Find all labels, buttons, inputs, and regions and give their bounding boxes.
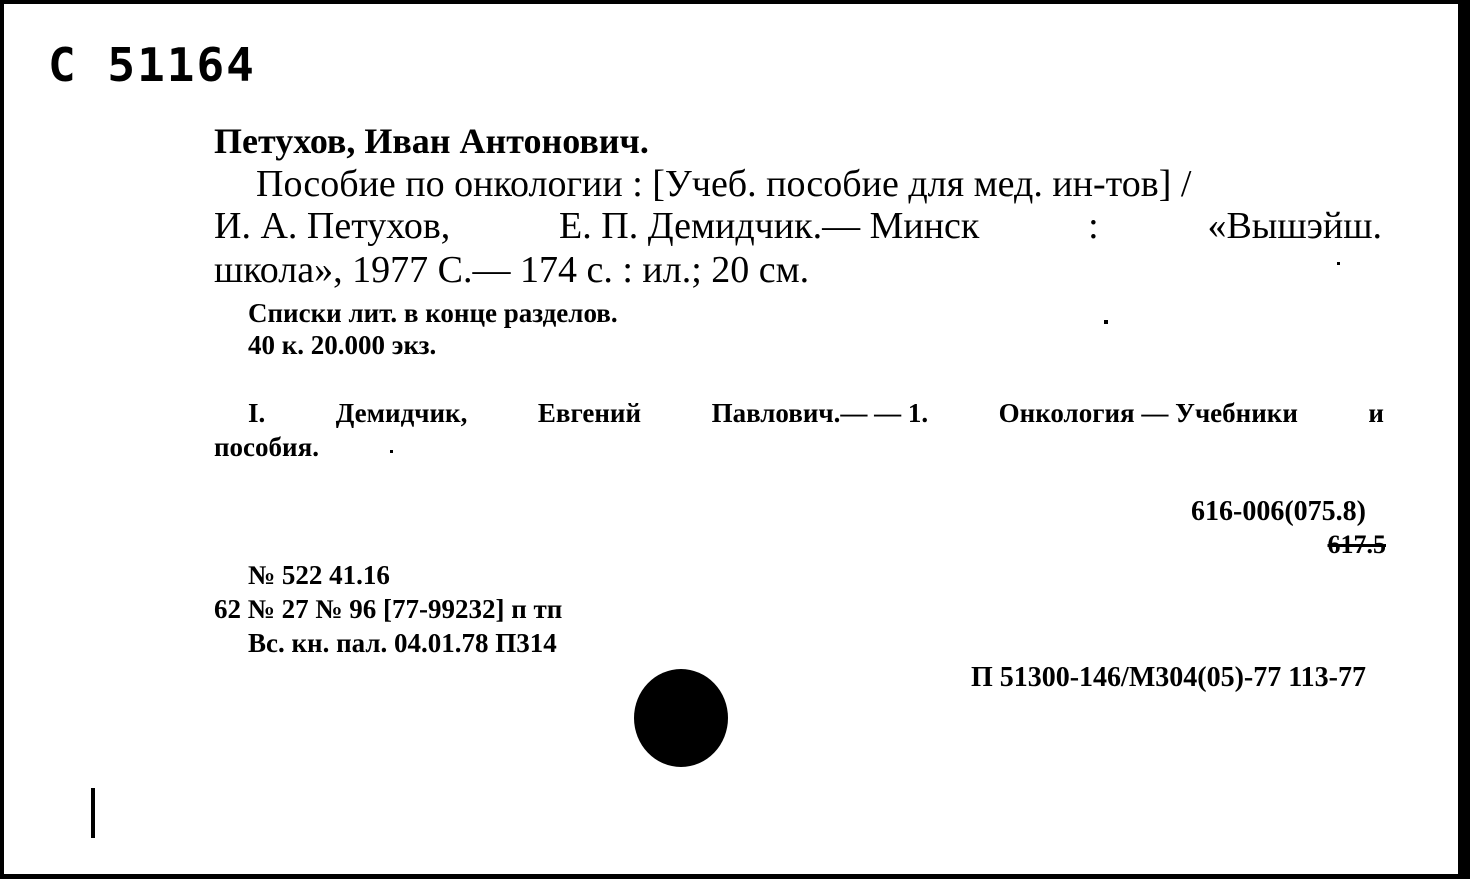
tracing-part-5: Онкология — Учебники [998,398,1298,428]
publisher-code: П 51300-146/М304(05)-77 113-77 [970,662,1366,693]
udc-old-struck: 617.5 [1327,530,1386,559]
resp-authors-2: Е. П. Демидчик.— Минск [559,205,980,247]
note-bibliography: Списки лит. в конце разделов. [248,298,618,328]
responsibility-line [214,204,1382,248]
punch-hole [634,669,728,767]
tracing-part-6: и [1368,398,1384,428]
tracing-part-4: Павлович.— — 1. [711,398,929,428]
inventory-number: С 51164 [48,38,256,92]
resp-authors-1: И. А. Петухов, [214,205,451,247]
tracing-line-continued: пособия. [214,432,319,462]
udc-code: 616-006(075.8) [1191,496,1366,527]
publication-line: школа», 1977 С.— 174 с. : ил.; 20 см. [214,249,810,291]
ink-speck [390,450,393,453]
ink-speck [1104,320,1108,324]
tracing-part-3: Евгений [537,398,642,428]
tracing-part-2: Демидчик, [335,398,468,428]
pencil-mark [91,788,95,838]
resp-publisher: «Вышэйш. [1207,205,1382,247]
resp-colon: : [1088,205,1099,247]
catalog-line-3: Вс. кн. пал. 04.01.78 П314 [248,628,557,658]
tracing-line [248,398,1384,429]
ink-speck [1337,262,1340,265]
tracing-part-1: I. [248,398,266,428]
title-line: Пособие по онкологии : [Учеб. пособие для мед. ин-тов] / [256,163,1192,205]
author-heading: Петухов, Иван Антонович. [214,121,649,161]
note-price-print-run: 40 к. 20.000 экз. [248,330,437,360]
catalog-line-2: 62 № 27 № 96 [77-99232] п тп [214,594,563,624]
catalog-line-1: № 522 41.16 [248,560,390,590]
